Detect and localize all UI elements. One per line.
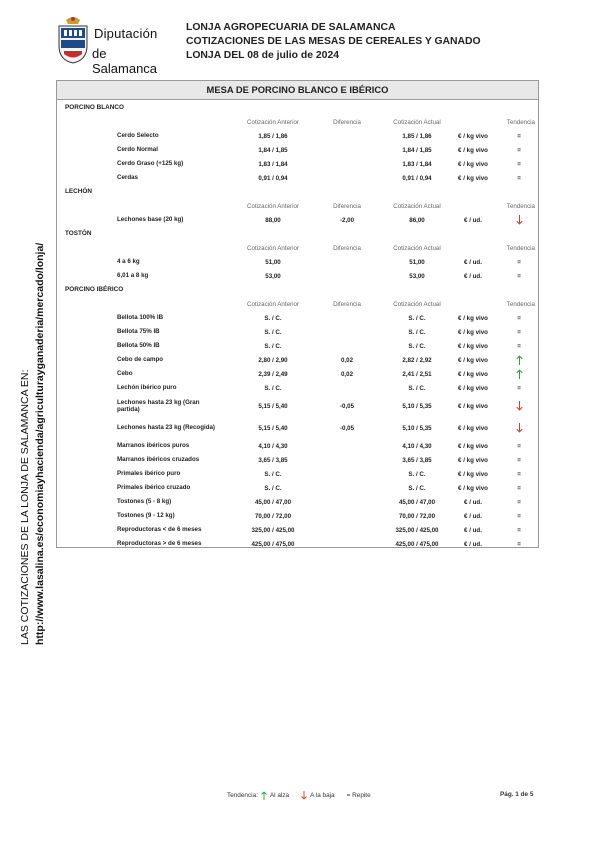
table-row	[57, 339, 538, 353]
section-title: LECHÓN	[65, 188, 92, 195]
cell-name: Reproductoras > de 6 meses	[117, 540, 202, 548]
cell-unidad: € / ud.	[464, 512, 482, 520]
cell-diferencia	[317, 171, 377, 185]
cell-unidad: € / kg vivo	[458, 370, 488, 378]
cell-actual: 51,00	[409, 258, 425, 266]
cell-diferencia	[317, 311, 377, 325]
cell-name: Lechones hasta 23 kg (Gran partida)	[117, 398, 200, 413]
table-row	[57, 467, 538, 481]
cell-tendencia: =	[517, 146, 521, 154]
table-row	[57, 395, 538, 417]
cell-anterior: 2,80 / 2,90	[258, 356, 288, 364]
table-title: MESA DE PORCINO BLANCO E IBÉRICO	[57, 81, 538, 100]
cell-diferencia	[317, 339, 377, 353]
cell-name: Lechones hasta 23 kg (Recogida)	[117, 424, 215, 432]
table-row	[57, 439, 538, 453]
table-row	[57, 255, 538, 269]
cell-unidad: € / kg vivo	[458, 342, 488, 350]
cell-actual: 3,65 / 3,85	[402, 456, 432, 464]
table-row	[57, 213, 538, 227]
cell-anterior: 70,00 / 72,00	[254, 512, 292, 520]
header-anterior: Cotización Anterior	[247, 244, 299, 252]
cell-unidad: € / ud.	[464, 498, 482, 506]
cell-unidad: € / ud.	[464, 216, 482, 224]
cell-actual: S. / C.	[408, 484, 426, 492]
cell-unidad: € / ud.	[464, 540, 482, 548]
cell-actual: 425,00 / 475,00	[395, 540, 439, 548]
table-row	[57, 523, 538, 537]
cell-unidad: € / ud.	[464, 272, 482, 280]
header-actual: Cotización Actual	[393, 118, 441, 126]
header-actual: Cotización Actual	[393, 300, 441, 308]
cell-tendencia	[489, 213, 549, 227]
cell-actual: 5,10 / 5,35	[402, 424, 432, 432]
cell-unidad: € / kg vivo	[458, 146, 488, 154]
cell-name: Bellota 50% IB	[117, 342, 160, 350]
cell-anterior: 5,15 / 5,40	[258, 402, 288, 410]
cell-diferencia	[317, 157, 377, 171]
cell-diferencia	[317, 495, 377, 509]
cell-name: Lechón ibérico puro	[117, 384, 177, 392]
table-row	[57, 143, 538, 157]
cell-tendencia: =	[517, 526, 521, 534]
table-row	[57, 367, 538, 381]
cell-unidad: € / kg vivo	[458, 424, 488, 432]
header-tendencia: Tendencia	[506, 300, 535, 308]
cell-unidad: € / kg vivo	[458, 174, 488, 182]
cell-diferencia	[317, 439, 377, 453]
cell-diferencia: -0,05	[339, 424, 355, 432]
cell-unidad: € / kg vivo	[458, 160, 488, 168]
trend-legend	[227, 791, 371, 800]
cell-actual: S. / C.	[408, 314, 426, 322]
cell-tendencia	[489, 367, 549, 381]
cell-unidad: € / kg vivo	[458, 402, 488, 410]
cell-tendencia	[489, 395, 549, 417]
cell-name: Cebo de campo	[117, 356, 164, 364]
cell-diferencia	[317, 481, 377, 495]
cell-name: Primales ibérico puro	[117, 470, 181, 478]
cell-unidad: € / ud.	[464, 526, 482, 534]
cell-tendencia: =	[517, 498, 521, 506]
cell-name: Marranos ibéricos cruzados	[117, 456, 200, 464]
cell-tendencia: =	[517, 258, 521, 266]
header-line1: LONJA AGROPECUARIA DE SALAMANCA	[186, 22, 396, 33]
org-name-line1: Diputación	[94, 26, 158, 41]
trend-up-icon	[516, 355, 523, 365]
cell-anterior: S. / C.	[264, 328, 282, 336]
cell-name: Lechones base (20 kg)	[117, 216, 184, 224]
table-row	[57, 509, 538, 523]
cell-actual: 53,00	[409, 272, 425, 280]
cell-actual: S. / C.	[408, 470, 426, 478]
trend-down-icon	[516, 401, 523, 411]
cell-anterior: 5,15 / 5,40	[258, 424, 288, 432]
table-row	[57, 495, 538, 509]
document-header	[186, 21, 481, 63]
page-number: Pág. 1 de 5	[500, 791, 534, 798]
cell-unidad: € / kg vivo	[458, 328, 488, 336]
cell-diferencia	[317, 537, 377, 551]
trend-down-icon	[516, 215, 523, 225]
legend-label: Tendencia:	[227, 792, 258, 799]
trend-down-icon	[516, 423, 523, 433]
cell-tendencia: =	[517, 314, 521, 322]
cell-tendencia: =	[517, 442, 521, 450]
cell-anterior: 4,10 / 4,30	[258, 442, 288, 450]
cell-name: Cerdo Selecto	[117, 132, 159, 140]
header-anterior: Cotización Anterior	[247, 300, 299, 308]
header-diferencia: Diferencia	[333, 300, 361, 308]
column-headers	[57, 297, 538, 311]
cell-diferencia	[317, 269, 377, 283]
cell-actual: S. / C.	[408, 384, 426, 392]
cell-tendencia: =	[517, 272, 521, 280]
cell-tendencia: =	[517, 132, 521, 140]
cell-tendencia	[489, 417, 549, 439]
cell-unidad: € / ud.	[464, 258, 482, 266]
cell-anterior: 45,00 / 47,00	[254, 498, 292, 506]
cell-anterior: 51,00	[265, 258, 281, 266]
cell-anterior: 1,85 / 1,86	[258, 132, 288, 140]
cell-name: 6,01 a 8 kg	[117, 272, 149, 280]
cell-diferencia	[317, 381, 377, 395]
cell-actual: 45,00 / 47,00	[398, 498, 436, 506]
table-row	[57, 381, 538, 395]
table-row	[57, 537, 538, 551]
cell-actual: 2,41 / 2,51	[402, 370, 432, 378]
header-tendencia: Tendencia	[506, 244, 535, 252]
cell-tendencia: =	[517, 484, 521, 492]
header-anterior: Cotización Anterior	[247, 202, 299, 210]
cell-actual: 1,84 / 1,85	[402, 146, 432, 154]
cell-unidad: € / kg vivo	[458, 442, 488, 450]
cell-name: Primales ibérico cruzado	[117, 484, 191, 492]
cell-anterior: 53,00	[265, 272, 281, 280]
legend-up: Al alza	[269, 792, 290, 799]
cell-anterior: 325,00 / 425,00	[251, 526, 295, 534]
cell-diferencia	[317, 467, 377, 481]
table-row	[57, 453, 538, 467]
cell-unidad: € / kg vivo	[458, 470, 488, 478]
section-title: PORCINO IBÉRICO	[65, 286, 124, 293]
cell-tendencia: =	[517, 540, 521, 548]
cell-diferencia	[317, 325, 377, 339]
cell-unidad: € / kg vivo	[458, 132, 488, 140]
section-title: PORCINO BLANCO	[65, 104, 124, 111]
cell-name: Marranos ibéricos puros	[117, 442, 190, 450]
cell-anterior: 0,91 / 0,94	[258, 174, 288, 182]
trend-up-icon	[516, 369, 523, 379]
cell-tendencia: =	[517, 328, 521, 336]
cell-unidad: € / kg vivo	[458, 456, 488, 464]
cell-anterior: 88,00	[265, 216, 281, 224]
column-headers	[57, 241, 538, 255]
cell-anterior: S. / C.	[264, 470, 282, 478]
cell-anterior: 425,00 / 475,00	[251, 540, 295, 548]
cell-actual: 86,00	[409, 216, 425, 224]
cell-diferencia: 0,02	[340, 370, 354, 378]
diputacion-logo	[56, 14, 168, 76]
header-line3: LONJA DEL 08 de julio de 2024	[186, 50, 340, 61]
header-tendencia: Tendencia	[506, 118, 535, 126]
cell-name: Reproductoras < de 6 meses	[117, 526, 202, 534]
cell-actual: 4,10 / 4,30	[402, 442, 432, 450]
cell-tendencia: =	[517, 342, 521, 350]
cell-actual: 325,00 / 425,00	[395, 526, 439, 534]
cell-actual: S. / C.	[408, 342, 426, 350]
header-anterior: Cotización Anterior	[247, 118, 299, 126]
cell-unidad: € / kg vivo	[458, 384, 488, 392]
table-row	[57, 157, 538, 171]
table-row	[57, 481, 538, 495]
header-line2: COTIZACIONES DE LAS MESAS DE CEREALES Y GANADO	[186, 36, 481, 47]
cell-name: 4 a 6 kg	[117, 258, 140, 266]
header-tendencia: Tendencia	[506, 202, 535, 210]
cell-anterior: S. / C.	[264, 484, 282, 492]
table-row	[57, 325, 538, 339]
cell-anterior: S. / C.	[264, 342, 282, 350]
legend-down: A la baja	[310, 792, 335, 799]
cell-anterior: S. / C.	[264, 314, 282, 322]
cell-diferencia: -0,05	[339, 402, 355, 410]
table-row	[57, 417, 538, 439]
cell-anterior: 3,65 / 3,85	[258, 456, 288, 464]
cell-actual: 70,00 / 72,00	[398, 512, 436, 520]
table-row	[57, 311, 538, 325]
cell-name: Bellota 100% IB	[117, 314, 164, 322]
cell-diferencia	[317, 453, 377, 467]
cell-diferencia	[317, 143, 377, 157]
cell-tendencia: =	[517, 160, 521, 168]
header-diferencia: Diferencia	[333, 118, 361, 126]
cell-unidad: € / kg vivo	[458, 484, 488, 492]
cell-diferencia	[317, 509, 377, 523]
cell-actual: 1,83 / 1,84	[402, 160, 432, 168]
cell-tendencia: =	[517, 456, 521, 464]
header-actual: Cotización Actual	[393, 202, 441, 210]
side-note	[18, 175, 48, 645]
cell-anterior: 2,39 / 2,49	[258, 370, 288, 378]
table-row	[57, 353, 538, 367]
cell-tendencia: =	[517, 470, 521, 478]
side-note-line1: LAS COTIZACIONES DE LA LONJA DE SALAMANCA EN:	[19, 369, 31, 645]
cell-diferencia	[317, 255, 377, 269]
cell-name: Cerdas	[117, 174, 138, 182]
column-headers	[57, 115, 538, 129]
org-name-line2: de Salamanca	[92, 46, 158, 76]
cell-diferencia: 0,02	[340, 356, 354, 364]
cell-tendencia: =	[517, 384, 521, 392]
column-headers	[57, 199, 538, 213]
cell-anterior: S. / C.	[264, 384, 282, 392]
cell-tendencia: =	[517, 512, 521, 520]
cell-name: Tostones (9 - 12 kg)	[117, 512, 175, 520]
cell-name: Cerdo Graso (+125 kg)	[117, 160, 184, 168]
cell-actual: 0,91 / 0,94	[402, 174, 432, 182]
cell-unidad: € / kg vivo	[458, 314, 488, 322]
side-note-url[interactable]: http://www.lasalina.es/economiayhacienda/agriculturayganaderia/mercado/lonja/	[34, 242, 46, 645]
header-diferencia: Diferencia	[333, 202, 361, 210]
cell-name: Cebo	[117, 370, 133, 378]
cell-actual: S. / C.	[408, 328, 426, 336]
cell-anterior: 1,84 / 1,85	[258, 146, 288, 154]
cell-actual: 2,82 / 2,92	[402, 356, 432, 364]
header-diferencia: Diferencia	[333, 244, 361, 252]
table-row	[57, 129, 538, 143]
legend-equal: = Repite	[346, 792, 371, 799]
cell-diferencia	[317, 523, 377, 537]
cell-actual: 5,10 / 5,35	[402, 402, 432, 410]
coat-of-arms-icon	[56, 14, 90, 64]
price-table	[56, 80, 539, 548]
table-row	[57, 269, 538, 283]
cell-diferencia	[317, 129, 377, 143]
header-actual: Cotización Actual	[393, 244, 441, 252]
cell-name: Tostones (5 - 8 kg)	[117, 498, 172, 506]
cell-name: Cerdo Normal	[117, 146, 158, 154]
cell-actual: 1,85 / 1,86	[402, 132, 432, 140]
cell-anterior: 1,83 / 1,84	[258, 160, 288, 168]
arrow-down-icon	[301, 791, 307, 800]
cell-tendencia	[489, 353, 549, 367]
section-title: TOSTÓN	[65, 230, 92, 237]
cell-diferencia: -2,00	[339, 216, 355, 224]
arrow-up-icon	[261, 791, 267, 800]
table-body	[57, 101, 538, 551]
cell-unidad: € / kg vivo	[458, 356, 488, 364]
table-row	[57, 171, 538, 185]
cell-name: Bellota 75% IB	[117, 328, 160, 336]
cell-tendencia: =	[517, 174, 521, 182]
